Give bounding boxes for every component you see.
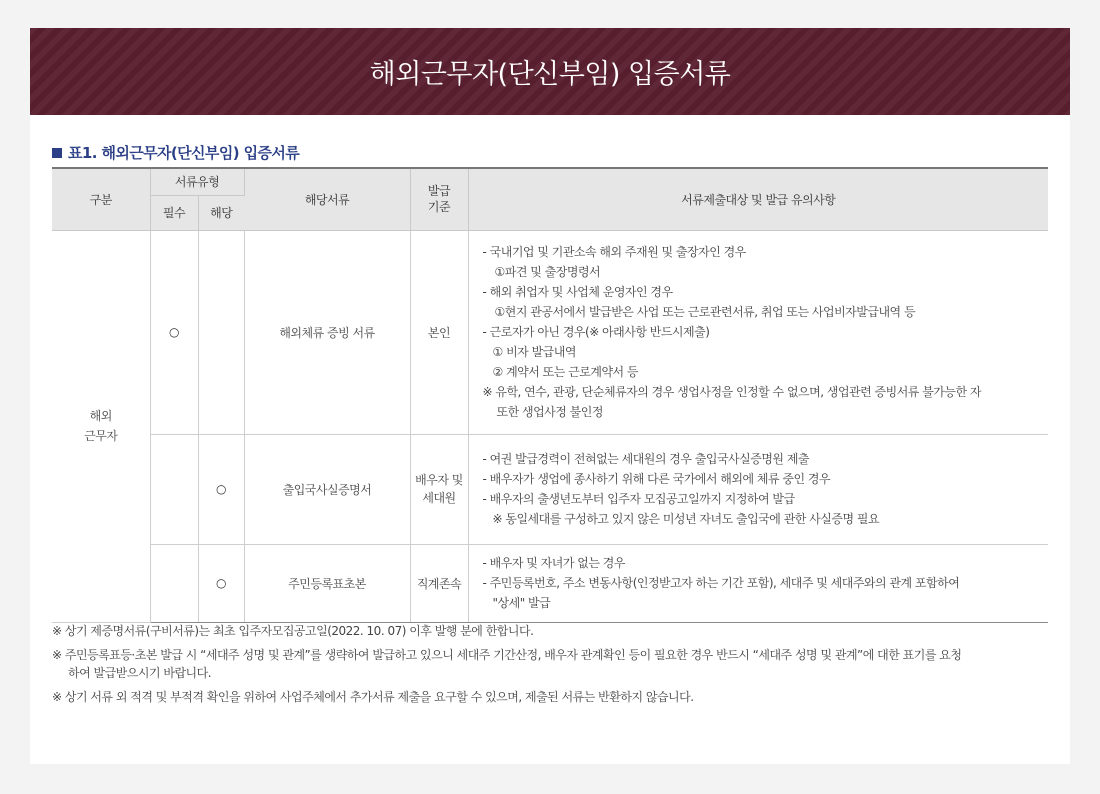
page-title: 해외근무자(단신부임) 입증서류 [369,59,731,90]
note-line: - 해외 취업자 및 사업체 운영자인 경우 [482,285,673,299]
required-mark: ○ [150,230,198,434]
header-notes: 서류제출대상 및 발급 유의사항 [468,168,1048,230]
title-banner [30,28,1070,115]
documents-table [52,167,1048,623]
note-line: - 배우자가 생업에 종사하기 위해 다른 국가에서 해외에 체류 중인 경우 [482,472,831,486]
note-line: - 국내기업 및 기관소속 해외 주재원 및 출장자인 경우 [482,245,746,259]
content-card [30,28,1070,764]
header-doc-type: 서류유형 [150,168,244,195]
header-applicable: 해당 [198,195,244,230]
required-mark [150,544,198,622]
footnote-text: ※ 상기 서류 외 적격 및 부적격 확인을 위하여 사업주체에서 추가서류 제출을 요구할 수 있으며, 제출된 서류는 반환하지 않습니다. [52,690,694,704]
category-cell: 해외 근무자 [52,230,150,622]
footnote-continuation: 하여 발급받으시기 바랍니다. [68,666,212,680]
issuance-basis: 배우자 및 세대원 [410,434,468,544]
document-name: 출입국사실증명서 [244,434,410,544]
note-line: ※ 유학, 연수, 관광, 단순체류자의 경우 생업사정을 인정할 수 없으며, 생업관련 증빙서류 불가능한 자 [482,385,981,399]
document-name: 주민등록표초본 [244,544,410,622]
issuance-basis: 직계존속 [410,544,468,622]
header-category: 구분 [52,168,150,230]
header-issuance: 발급 기준 [410,168,468,230]
note-line: - 여권 발급경력이 전혀없는 세대원의 경우 출입국사실증명원 제출 [482,452,810,466]
section-title-text: 표1. 해외근무자(단신부임) 입증서류 [68,144,300,162]
note-line: 또한 생업사정 불인정 [496,405,603,419]
notes-cell [468,434,1048,544]
note-line: "상세" 발급 [492,596,551,610]
footnotes [52,622,1048,712]
note-line: - 배우자의 출생년도부터 입주자 모집공고일까지 지정하여 발급 [482,492,795,506]
footnote [52,622,1048,640]
issuance-basis: 본인 [410,230,468,434]
footnote [52,646,1048,682]
note-line: ①현지 관공서에서 발급받은 사업 또는 근로관련서류, 취업 또는 사업비자발급내역 등 [494,305,916,319]
table-row [52,230,1048,434]
applicable-mark: ○ [198,544,244,622]
note-line: ①파견 및 출장명령서 [494,265,601,279]
header-required: 필수 [150,195,198,230]
applicable-mark [198,230,244,434]
section-title [52,142,299,163]
document-name: 해외체류 증빙 서류 [244,230,410,434]
note-line: - 근로자가 아닌 경우(※ 아래사항 반드시제출) [482,325,710,339]
note-line: ① 비자 발급내역 [492,345,576,359]
note-line: ※ 동일세대를 구성하고 있지 않은 미성년 자녀도 출입국에 관한 사실증명 필요 [492,512,880,526]
footnote [52,688,1048,706]
footnote-text: ※ 주민등록표등·초본 발급 시 “세대주 성명 및 관계”를 생략하여 발급하고 있으니 세대주 기간산정, 배우자 관계확인 등이 필요한 경우 반드시 “세대주 성명 및 관계”에 대한 표기를 요청 [52,648,962,662]
note-line: - 주민등록번호, 주소 변동사항(인정받고자 하는 기간 포함), 세대주 및 세대주와의 관계 포함하여 [482,576,960,590]
table-row [52,544,1048,622]
header-document: 해당서류 [244,168,410,230]
table-row [52,434,1048,544]
required-mark [150,434,198,544]
notes-cell [468,230,1048,434]
applicable-mark: ○ [198,434,244,544]
footnote-text: ※ 상기 제증명서류(구비서류)는 최초 입주자모집공고일(2022. 10. 07) 이후 발행 분에 한합니다. [52,624,534,638]
note-line: ② 계약서 또는 근로계약서 등 [492,365,639,379]
note-line: - 배우자 및 자녀가 없는 경우 [482,556,625,570]
square-bullet-icon [52,148,62,158]
notes-cell [468,544,1048,622]
